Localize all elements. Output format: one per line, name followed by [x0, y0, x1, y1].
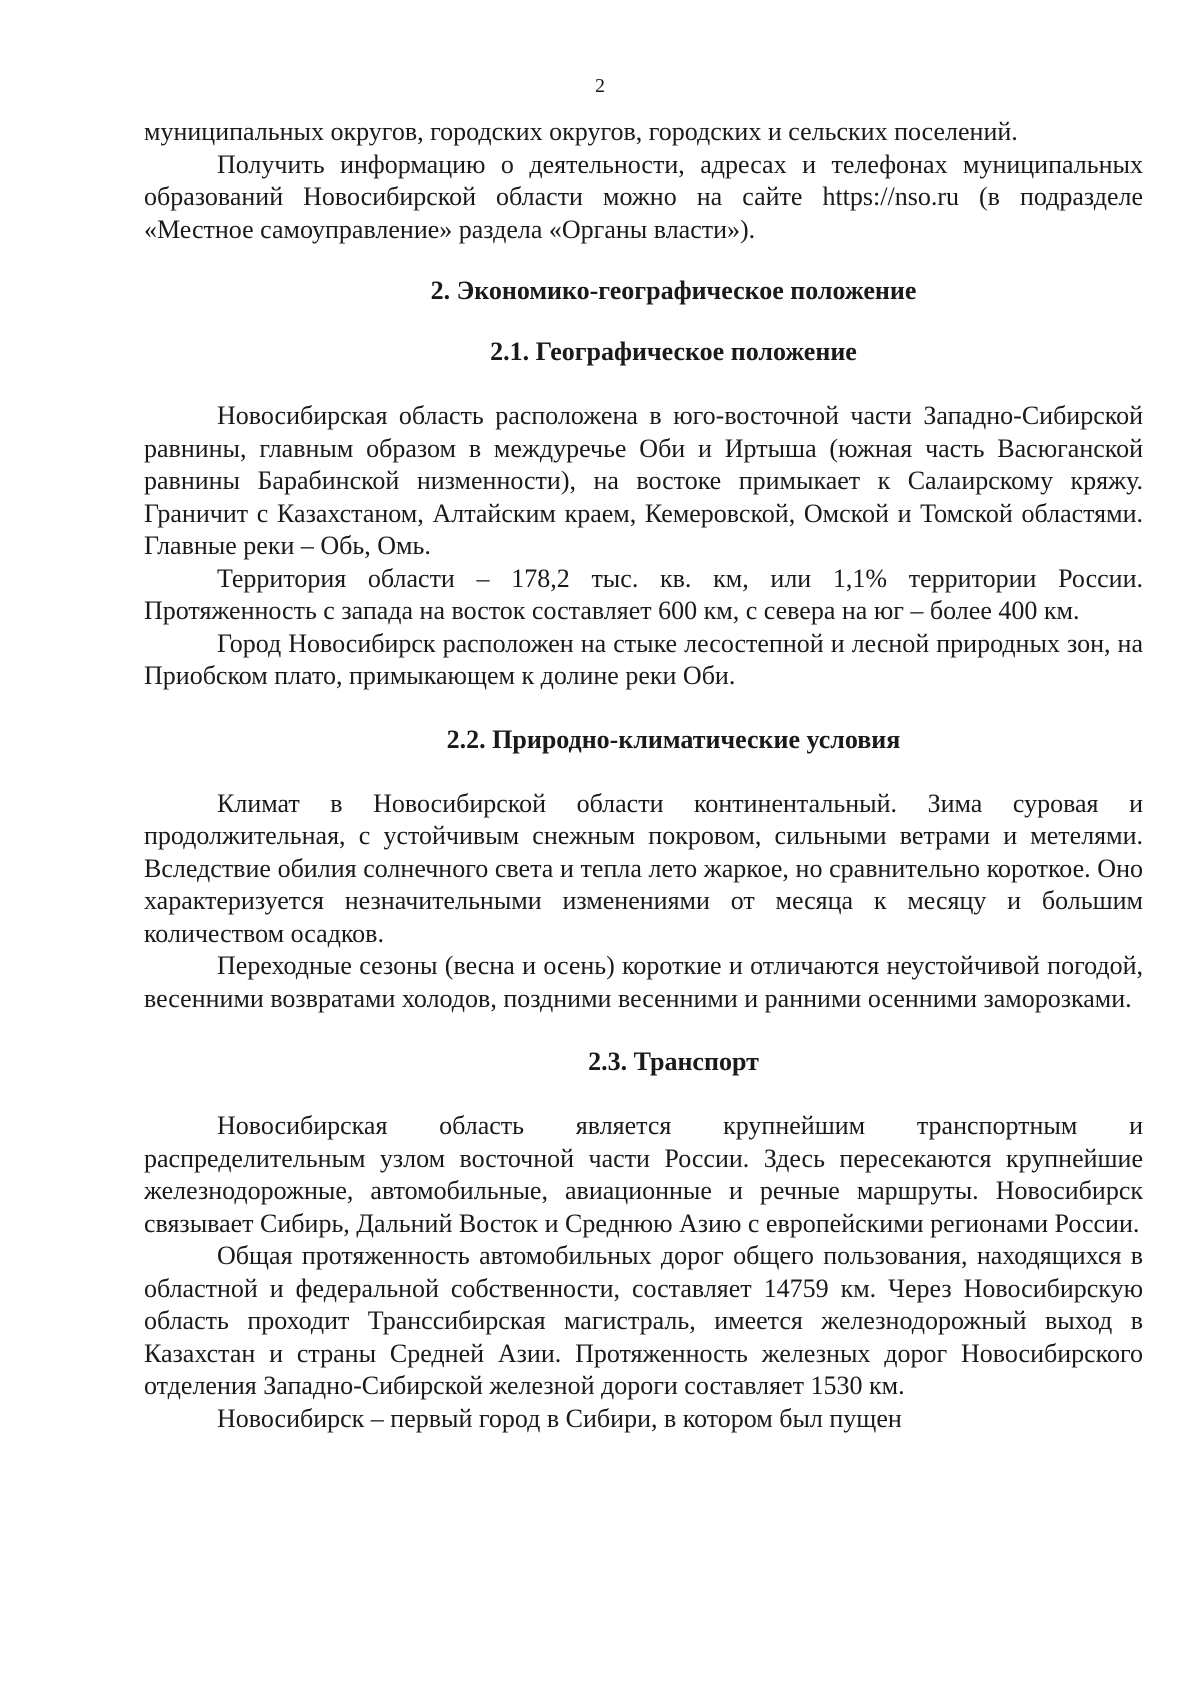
- subsection-heading: 2.1. Географическое положение: [490, 337, 857, 366]
- paragraph: Общая протяженность автомобильных дорог общего пользования, находящихся в областной и федеральной собственности, составляет 14759 км. Через Новосибирскую область проходит Транссибирская магистраль, имеется железнодорожный выход в Казахстан и страны Средней Азии. Протяженность железных дорог Новосибирского отделения Западно-Сибирской железной дороги составляет 1530 км.: [144, 1241, 1143, 1400]
- paragraph: Климат в Новосибирской области континентальный. Зима суровая и продолжительная, с устойчивым снежным покровом, сильными ветрами и метелями. Вследствие обилия солнечного света и тепла лето жаркое, но сравнительно короткое. Оно характеризуется незначительными изменениями от месяца к месяцу и большим количеством осадков.: [144, 788, 1143, 948]
- paragraph: Получить информацию о деятельности, адресах и телефонах муниципальных образований Новосибирской области можно на сайте https://nso.ru (в подразделе «Местное самоуправление» раздела «Органы власти»).: [144, 149, 1143, 244]
- paragraph: муниципальных округов, городских округов, городских и сельских поселений.: [144, 117, 1018, 146]
- paragraph: Новосибирск – первый город в Сибири, в котором был пущен: [217, 1403, 902, 1433]
- paragraph: Новосибирская область расположена в юго-восточной части Западно-Сибирской равнины, главным образом в междуречье Оби и Иртыша (южная часть Васюганской равнины Барабинской низменности), на востоке примыкает к Салаирскому кряжу. Граничит с Казахстаном, Алтайским краем, Кемеровской, Омской и Томской областями. Главные реки – Обь, Омь.: [144, 401, 1143, 560]
- paragraph: Переходные сезоны (весна и осень) короткие и отличаются неустойчивой погодой, весенними возвратами холодов, поздними весенними и ранними осенними заморозками.: [144, 951, 1143, 1013]
- paragraph: Город Новосибирск расположен на стыке лесостепной и лесной природных зон, на Приобском плато, примыкающем к долине реки Оби.: [144, 628, 1143, 690]
- subsection-heading: 2.2. Природно-климатические условия: [446, 724, 901, 754]
- page-number: 2: [595, 75, 605, 97]
- paragraph: Территория области – 178,2 тыс. кв. км, или 1,1% территории России. Протяженность с запада на восток составляет 600 км, с севера на юг – более 400 км.: [144, 563, 1143, 625]
- paragraph: Новосибирская область является крупнейшим транспортным и распределительным узлом восточной части России. Здесь пересекаются крупнейшие железнодорожные, автомобильные, авиационные и речные маршруты. Новосибирск связывает Сибирь, Дальний Восток и Среднюю Азию с европейскими регионами России.: [144, 1111, 1143, 1238]
- subsection-heading: 2.3. Транспорт: [588, 1047, 759, 1076]
- section-heading: 2. Экономико-географическое положение: [430, 276, 917, 305]
- document-body: [144, 116, 1143, 1435]
